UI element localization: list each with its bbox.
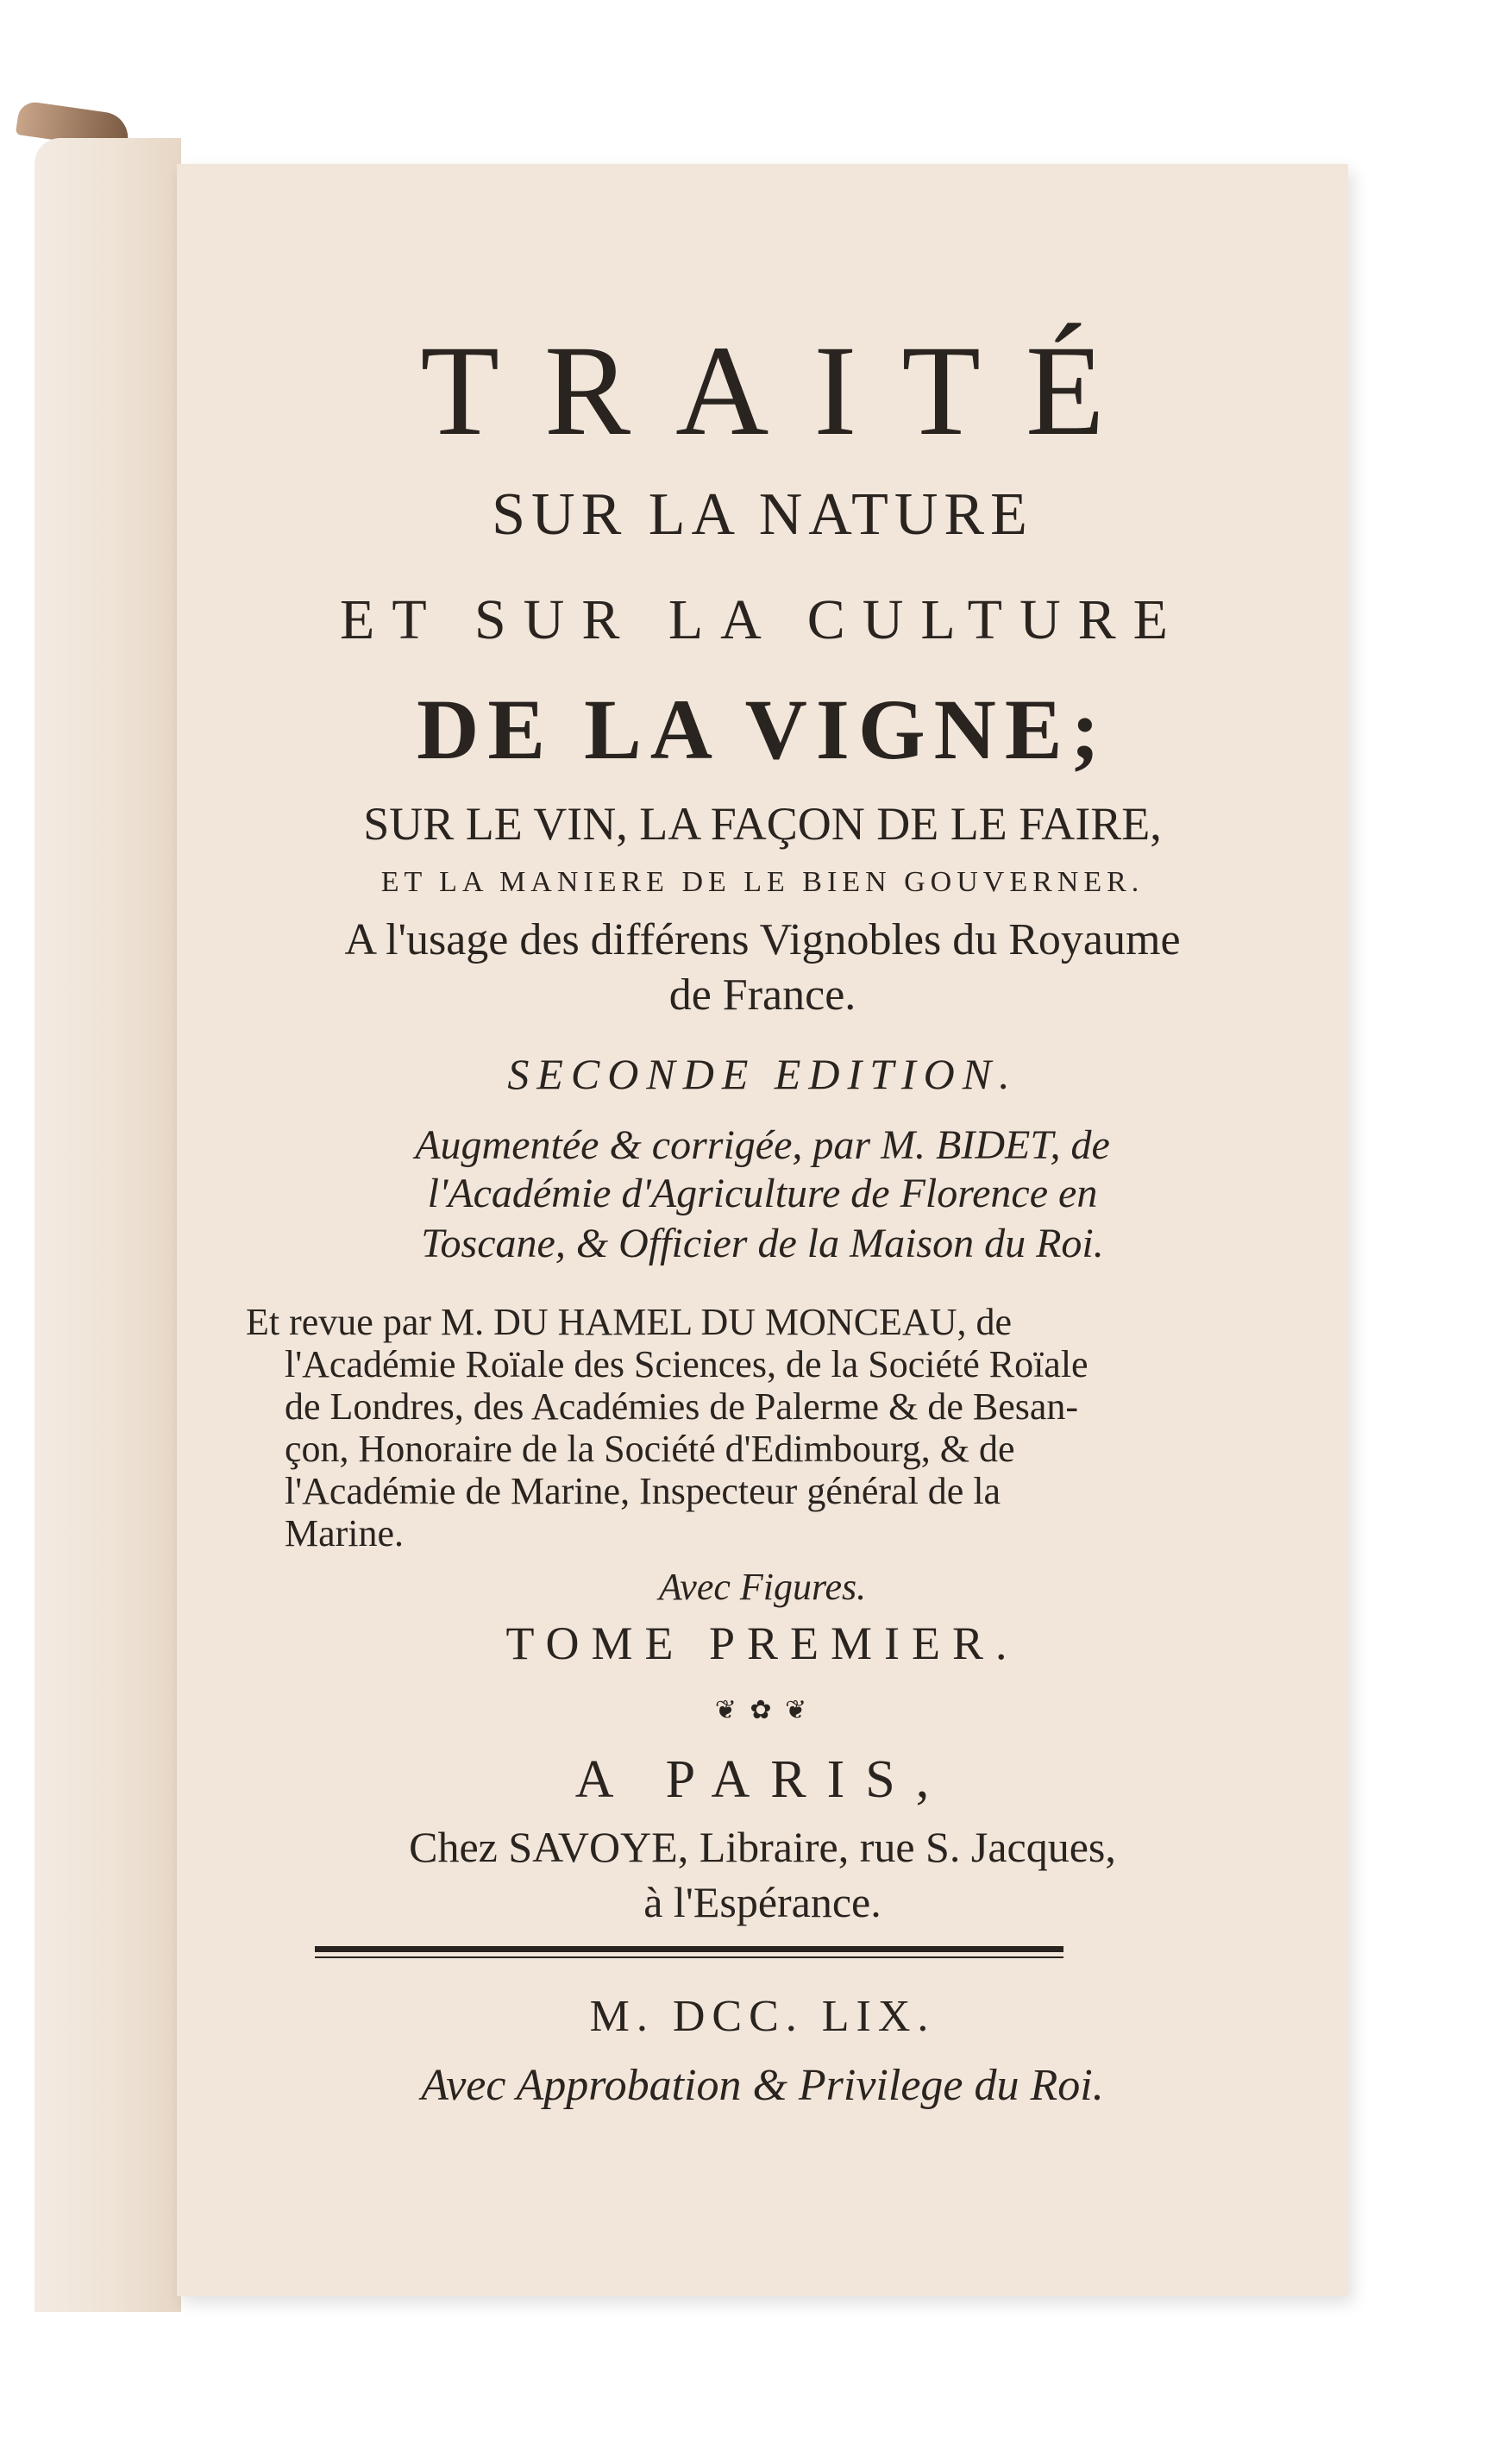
publisher: Chez SAVOYE, Libraire, rue S. Jacques,	[409, 1823, 1116, 1871]
augmented-line-1: Augmentée & corrigée, par M. BIDET, de	[415, 1122, 1110, 1168]
edition: SECONDE EDITION.	[507, 1050, 1018, 1098]
revised-line: çon, Honoraire de la Société d'Edimbourg, & de	[285, 1428, 1015, 1470]
volume: TOME PREMIER.	[505, 1617, 1020, 1669]
subtitle-line-5: ET LA MANIERE DE LE BIEN GOUVERNER.	[380, 866, 1145, 898]
usage-line-1: A l'usage des différens Vignobles du Royaume	[344, 915, 1181, 964]
revised-by-paragraph	[246, 1301, 1151, 1554]
augmented-line-3: Toscane, & Officier de la Maison du Roi.	[421, 1221, 1104, 1266]
subtitle-line-1: SUR LA NATURE	[492, 481, 1033, 548]
augmented-line-2: l'Académie d'Agriculture de Florence en	[427, 1171, 1098, 1216]
book-spine	[35, 138, 181, 2312]
subtitle-line-3: DE LA VIGNE;	[417, 681, 1108, 777]
place-of-publication: A PARIS,	[574, 1750, 950, 1809]
printer-ornament-icon: ❦ ✿ ❦	[714, 1696, 811, 1724]
publication-year: M. DCC. LIX.	[589, 1992, 936, 2041]
revised-line: l'Académie de Marine, Inspecteur général de la	[285, 1470, 1001, 1512]
usage-line-2: de France.	[668, 970, 856, 1020]
revised-line: Et revue par M. DU HAMEL DU MONCEAU, de	[246, 1301, 1012, 1343]
revised-line: de Londres, des Académies de Palerme & de Besan-	[285, 1385, 1079, 1428]
double-rule-thin	[315, 1956, 1063, 1958]
subtitle-line-2: ET SUR LA CULTURE	[340, 588, 1185, 651]
revised-line: l'Académie Roïale des Sciences, de la Société Roïale	[285, 1343, 1089, 1385]
publisher-sign: à l'Espérance.	[643, 1878, 881, 1926]
subtitle-line-4: SUR LE VIN, LA FAÇON DE LE FAIRE,	[363, 798, 1162, 850]
royal-privilege: Avec Approbation & Privilege du Roi.	[421, 2061, 1104, 2110]
revised-line: Marine.	[285, 1512, 405, 1554]
book-title: TRAITÉ	[420, 319, 1150, 462]
double-rule-thick	[315, 1946, 1063, 1952]
with-figures: Avec Figures.	[658, 1566, 867, 1608]
